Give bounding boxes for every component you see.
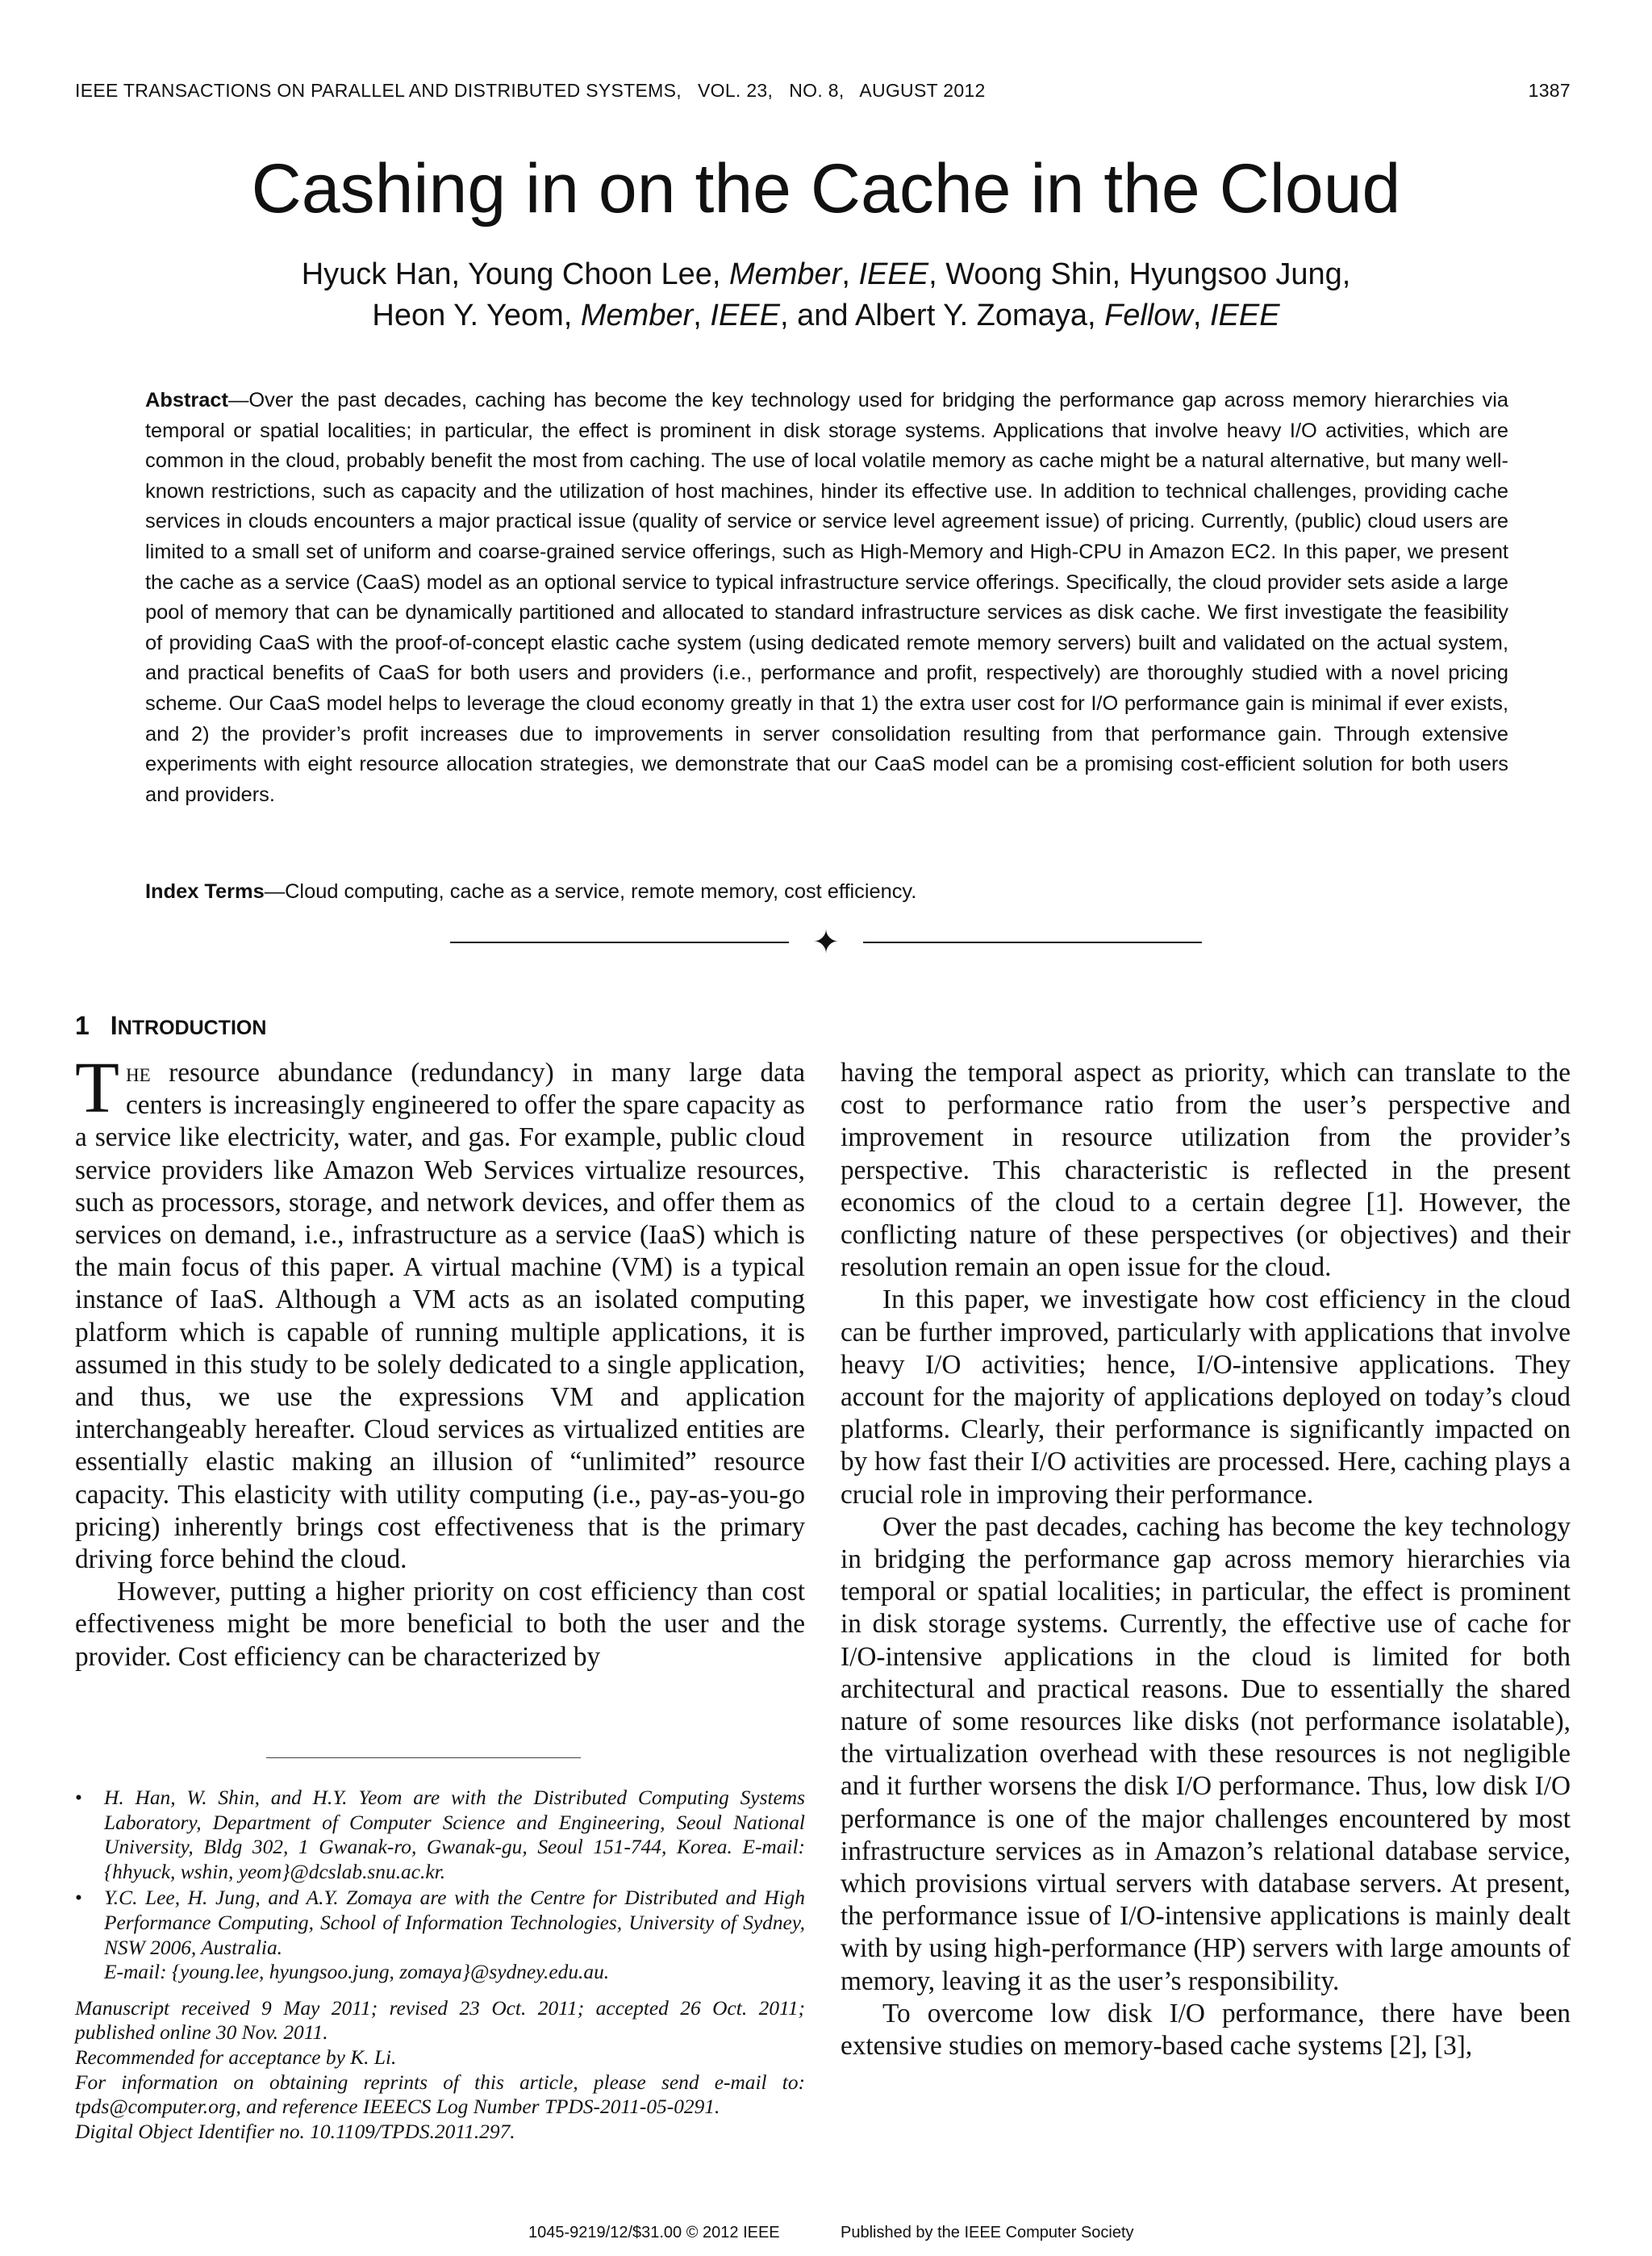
index-terms: [145, 877, 1508, 907]
paragraph: However, putting a higher priority on cost efficiency than cost effectiveness might be more beneficial to both the user and the provider. Cost efficiency can be characterized by: [75, 1577, 805, 1672]
divider-star-icon: ✦: [812, 924, 840, 960]
divider-line-left: [450, 942, 789, 943]
abstract-label: Abstract: [145, 389, 229, 412]
footnote-rule: [266, 1757, 581, 1758]
section-heading: [75, 1010, 266, 1043]
paragraph: Over the past decades, caching has become the key technology in bridging the performance gap across memory hierarchies via temporal or spatial localities; in particular, the effect is prominent in disk storage systems. Currently, the effective use of cache for I/O-intensive applications in the cloud is limited for both architectural and practical reasons. Due to essentially the shared nature of some resources like disks (not performance isolatable), the virtualization overhead with these resources is not negligible and it further worsens the disk I/O performance. Thus, low disk I/O performance is one of the major challenges encountered by most infrastructure services as in Amazon’s relational database service, which provisions virtual servers with database servers. At present, the performance issue of I/O-intensive applications is mainly dealt with by using high-performance (HP) servers with large amounts of memory, leaving it as the user’s responsibility.: [841, 1511, 1571, 1996]
right-column: [841, 1057, 1571, 2062]
section-title-rest: NTRODUCTION: [117, 1017, 267, 1039]
bullet-icon: •: [75, 1786, 82, 1809]
paragraph: The resource abundance (redundancy) in many large data centers is increasingly engineered to offer the spare capacity as a service like electricity, water, and gas. For example, public cloud service providers like Amazon Web Services virtualize resources, such as processors, storage, and network devices, and offer them as services on demand, i.e., infrastructure as a service (IaaS) which is the main focus of this paper. A virtual machine (VM) is a typical instance of IaaS. Although a VM acts as an isolated computing platform which is capable of running multiple applications, it is assumed in this study to be solely dedicated to a single application, and thus, we use the expressions VM and application interchangeably hereafter. Cloud services as virtualized entities are essentially elastic making an illusion of “unlimited” resource capacity. This elasticity with utility computing (i.e., pay-as-you-go pricing) inherently brings cost effectiveness that is the primary driving force behind the cloud.: [75, 1048, 805, 1575]
paragraph: In this paper, we investigate how cost efficiency in the cloud can be further improved, particularly with applications that involve heavy I/O activities; hence, I/O-intensive applications. They account for the majority of applications deployed on today’s cloud platforms. Clearly, their performance is significantly impacted on by how fast their I/O activities are processed. Here, caching plays a crucial role in improving their performance.: [841, 1285, 1571, 1510]
abstract: [145, 386, 1508, 810]
paper-title: Cashing in on the Cache in the Cloud: [251, 150, 1401, 228]
left-column: [75, 1048, 805, 1673]
paragraph: having the temporal aspect as priority, which can translate to the cost to performance ratio from the user’s perspective and improvement in resource utilization from the provider’s perspective. This characteristic is reflected in the present economics of the cloud to a certain degree [1]. However, the conflicting nature of these perspectives (or objectives) and their resolution remain an open issue for the cloud.: [841, 1058, 1571, 1283]
index-terms-text: —Cloud computing, cache as a service, remote memory, cost efficiency.: [264, 880, 917, 903]
bullet-icon: •: [75, 1886, 82, 1910]
author-line-1: Hyuck Han, Young Choon Lee, Member, IEEE, Woong Shin, Hyungsoo Jung,: [301, 257, 1351, 291]
manuscript-info: Manuscript received 9 May 2011; revised 23 Oct. 2011; accepted 26 Oct. 2011; published online 30 Nov. 2011. Recommended for acceptance by K. Li. For information on obtaining reprints of this article, please send e-mail to: tpds@computer.org, and reference IEEECS Log Number TPDS-2011-05-0291. Digital Object Identifier no. 10.1109/TPDS.2011.297.: [75, 1996, 805, 2143]
section-divider: [450, 926, 1202, 959]
footnote-affiliation-1: • H. Han, W. Shin, and H.Y. Yeom are with the Distributed Computing Systems Laboratory, Department of Computer Science and Engineering, Seoul National University, Bldg 302, 1 Gwanak-ro, Gwanak-gu, Seoul 151-744, Korea. E-mail: {hhyuck, wshin, yeom}@dcslab.snu.ac.kr.: [75, 1786, 805, 1883]
author-line-2: Heon Y. Yeom, Member, IEEE, and Albert Y. Zomaya, Fellow, IEEE: [372, 299, 1280, 332]
section-title-first: I: [110, 1011, 118, 1040]
copyright-footer: 1045-9219/12/$31.00 © 2012 IEEE: [528, 2224, 780, 2241]
drop-cap: T: [75, 1048, 119, 1128]
journal-header: IEEE TRANSACTIONS ON PARALLEL AND DISTRIBUTED SYSTEMS, VOL. 23, NO. 8, AUGUST 2012: [75, 80, 986, 101]
running-header: [75, 79, 1571, 102]
abstract-text: —Over the past decades, caching has become the key technology used for bridging the performance gap across memory hierarchies via temporal or spatial localities; in particular, the effect is prominent in disk storage systems. Applications that involve heavy I/O activities, which are common in the cloud, probably benefit the most from caching. The use of local volatile memory as cache might be a natural alternative, but many well-known restrictions, such as capacity and the utilization of host machines, hinder its effective use. In addition to technical challenges, providing cache services in clouds encounters a major practical issue (quality of service or service level agreement issue) of pricing. Currently, (public) cloud users are limited to a small set of uniform and coarse-grained service offerings, such as High-Memory and High-CPU in Amazon EC2. In this paper, we present the cache as a service (CaaS) model as an optional service to typical infrastructure service offerings. Specifically, the cloud provider sets aside a large pool of memory that can be dynamically partitioned and allocated to standard infrastructure services as disk cache. We first investigate the feasibility of providing CaaS with the proof-of-concept elastic cache system (using dedicated remote memory servers) built and validated on the actual system, and practical benefits of CaaS for both users and providers (i.e., performance and profit, respectively) are thoroughly studied with a novel pricing scheme. Our CaaS model helps to leverage the cloud economy greatly in that 1) the extra user cost for I/O performance gain is minimal if ever exists, and 2) the provider’s profit increases due to improvements in server consolidation resulting from that performance gain. Through extensive experiments with eight resource allocation strategies, we demonstrate that our CaaS model can be a promising cost-efficient solution for both users and providers.: [145, 389, 1508, 806]
divider-line-right: [863, 942, 1202, 943]
section-number: 1: [75, 1011, 90, 1040]
footnotes: [75, 1786, 805, 2144]
page-number: 1387: [1528, 80, 1571, 101]
publisher-footer: Published by the IEEE Computer Society: [841, 2224, 1134, 2241]
index-terms-label: Index Terms: [145, 880, 265, 903]
paragraph: To overcome low disk I/O performance, there have been extensive studies on memory-based cache systems [2], [3],: [841, 1998, 1571, 2062]
author-list: [0, 254, 1652, 336]
footnote-affiliation-2: • Y.C. Lee, H. Jung, and A.Y. Zomaya are with the Centre for Distributed and High Performance Computing, School of Information Technologies, University of Sydney, NSW 2006, Australia. E-mail: {young.lee, hyungsoo.jung, zomaya}@sydney.edu.au.: [75, 1886, 805, 1984]
